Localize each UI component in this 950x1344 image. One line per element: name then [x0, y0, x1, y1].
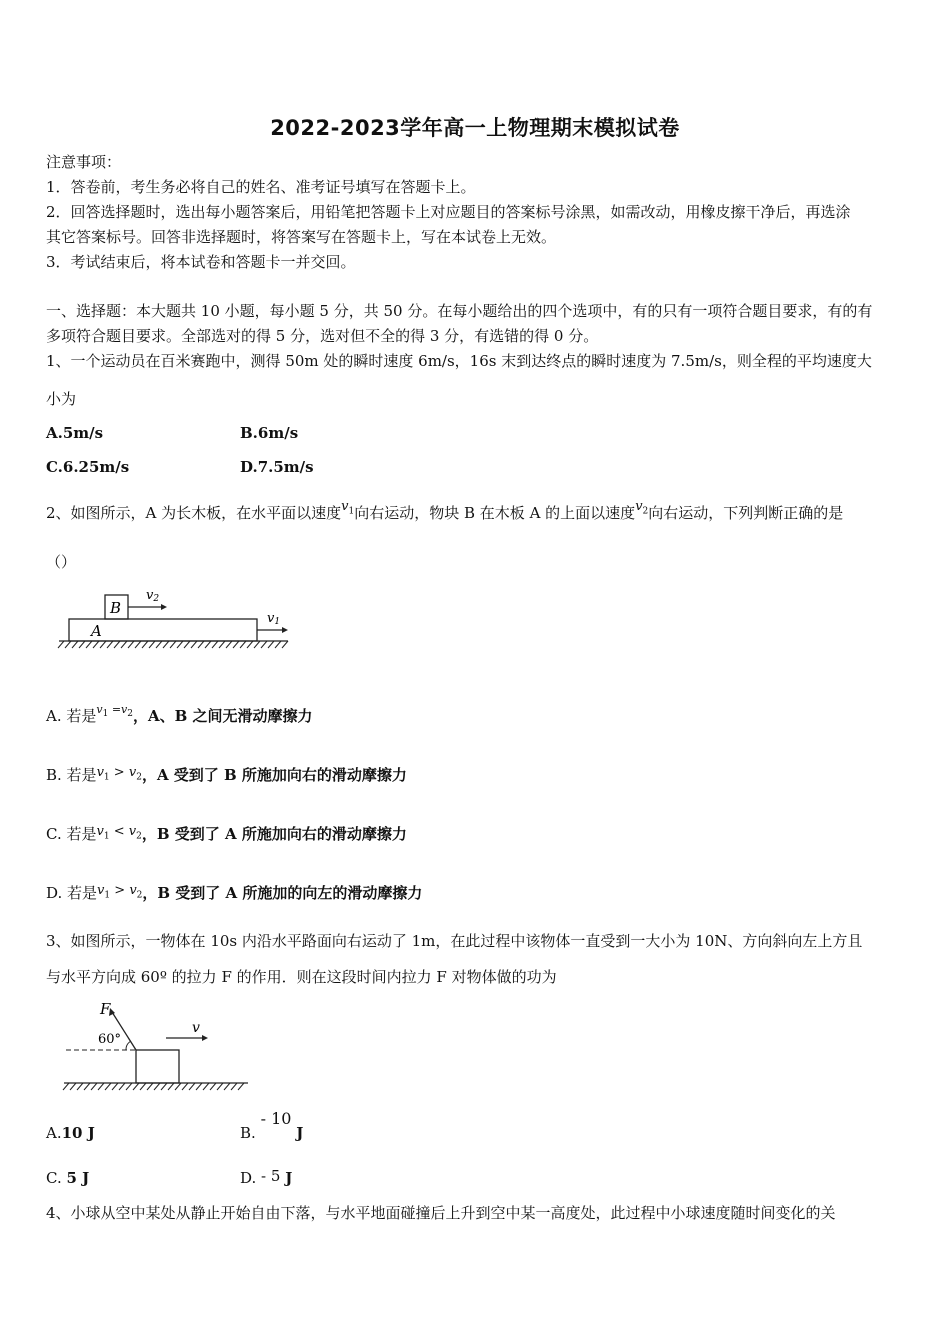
- angle-arc: [126, 1041, 131, 1050]
- notice-item-1: 1．答卷前，考生务必将自己的姓名、准考证号填写在答题卡上。: [46, 178, 476, 196]
- q1-option-c: C.6.25m/s: [46, 458, 130, 476]
- notice-heading: 注意事项：: [46, 153, 122, 171]
- label-v: v: [192, 1020, 200, 1036]
- q3-option-d: D. - 5 J: [240, 1167, 293, 1187]
- q1-option-d: D.7.5m/s: [240, 458, 314, 476]
- q3-option-c: C. 5 J: [46, 1169, 90, 1187]
- q2-text-part1: 2、如图所示，A 为长木板，在水平面以速度: [46, 504, 342, 522]
- label-v1: v1: [267, 611, 281, 627]
- label-v2: v2: [146, 588, 160, 604]
- q2-v2-symbol: $v_2$: [635, 499, 649, 517]
- label-b: B: [110, 599, 122, 617]
- page-title: 2022-2023学年高一上物理期末模拟试卷: [270, 116, 680, 140]
- q1-text: 1、一个运动员在百米赛跑中，测得 50m 处的瞬时速度 6m/s，16s 末到达终点的瞬时速度为 7.5m/s，则全程的平均速度大: [46, 352, 872, 370]
- q1-option-b: B.6m/s: [240, 424, 299, 442]
- q2-option-b: B. 若是$v_1 > v_2$，A 受到了 B 所施加向右的滑动摩擦力: [46, 765, 407, 784]
- label-f: F: [100, 1000, 111, 1018]
- q2-text-line1: [46, 499, 844, 530]
- block: [136, 1050, 179, 1083]
- q2-paren: （）: [46, 553, 77, 571]
- label-angle: 60°: [98, 1032, 122, 1047]
- q1-text-line1: [46, 351, 872, 371]
- q2-text-part3: 向右运动，下列判断正确的是: [648, 504, 844, 522]
- q2-v1-symbol: $v_1$: [341, 499, 355, 517]
- q3-text-line2: 与水平方向成 60º 的拉力 F 的作用．则在这段时间内拉力 F 对物体做的功为: [46, 968, 557, 986]
- q2-option-c: C. 若是$v_1 < v_2$，B 受到了 A 所施加向右的滑动摩擦力: [46, 824, 407, 843]
- section-intro-line1: 一、选择题：本大题共 10 小题，每小题 5 分，共 50 分。在每小题给出的四个选项中，有的只有一项符合题目要求，有的有: [46, 302, 873, 320]
- q1-text-line2: 小为: [46, 390, 77, 408]
- notice-item-2-cont: 其它答案标号。回答非选择题时，将答案写在答题卡上，写在本试卷上无效。: [46, 228, 557, 246]
- q4-text-line1: 4、小球从空中某处从静止开始自由下落，与水平地面碰撞后上升到空中某一高度处，此过程中小球速度随时间变化的关: [46, 1204, 836, 1222]
- ground-hatching: [58, 641, 288, 648]
- notice-item-2: 2．回答选择题时，选出每小题答案后，用铅笔把答题卡上对应题目的答案标号涂黑，如需改动，用橡皮擦干净后，再选涂: [46, 203, 851, 221]
- q3-option-a: A.10 J: [46, 1124, 95, 1142]
- label-a: A: [91, 622, 102, 640]
- q3-option-b: B. - 10 J: [240, 1109, 304, 1142]
- q2-figure: [56, 584, 292, 654]
- q1-option-a: A.5m/s: [46, 424, 104, 442]
- q3-text-line1: 3、如图所示，一物体在 10s 内沿水平路面向右运动了 1m，在此过程中该物体一直受到一大小为 10N、方向斜向左上方且: [46, 932, 863, 950]
- section-intro-line2: 多项符合题目要求。全部选对的得 5 分，选对但不全的得 3 分，有选错的得 0 分。: [46, 327, 599, 345]
- q2-option-d: D. 若是$v_1 > v_2$，B 受到了 A 所施加的向左的滑动摩擦力: [46, 883, 423, 902]
- q3-figure: [60, 998, 252, 1094]
- notice-item-3: 3．考试结束后，将本试卷和答题卡一并交回。: [46, 253, 356, 271]
- ground-hatching: [63, 1083, 244, 1090]
- q2-text-part2: 向右运动，物块 B 在木板 A 的上面以速度: [354, 504, 636, 522]
- q2-option-a: A. 若是$^{v_1 =v_2}$，A、B 之间无滑动摩擦力: [46, 703, 313, 725]
